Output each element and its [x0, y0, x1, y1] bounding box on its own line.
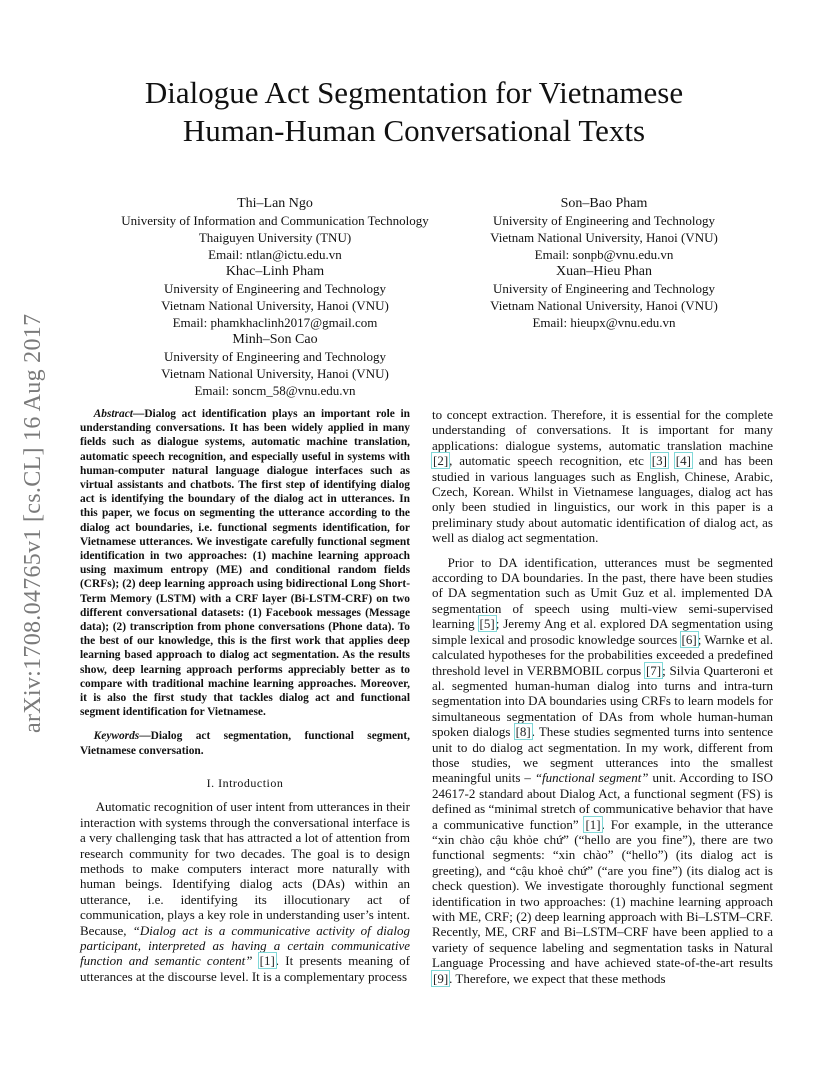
- author-block: [110, 195, 440, 263]
- title-line-2: Human-Human Conversational Texts: [182, 113, 646, 148]
- author-affiliation: University of Engineering and Technology: [493, 213, 715, 228]
- author-affiliation: University of Information and Communication Technology: [121, 213, 429, 228]
- abstract-body: —Dialog act identification plays an important role in understanding conversations. It has been widely applied in many fields such as dialogue systems, automatic machine translation, automatic speech recognition, and especially useful in systems with human-computer natural language dialogue interfaces such as virtual assistants and chatbots. The first step of identifying dialog act is identifying the boundary of the dialog act in utterances. In this paper, we focus on segmenting the utterance according to the dialog act boundaries, i.e. functional segments identification, for Vietnamese utterances. We investigate carefully functional segment identification in two approaches: (1) machine learning approach using maximum entropy (ME) and conditional random fields (CRFs); (2) deep learning approach using bidirectional Long Short-Term Memory (LSTM) with a CRF layer (Bi-LSTM-CRF) on two different conversational datasets: (1) Facebook messages (Message data); (2) transcription from phone conversations (Phone data). To the best of our knowledge, this is the first work that applies deep learning based approach to dialog act segmentation. As the results show, deep learning approach performs appreciably better as to compare with traditional machine learning approaches. Moreover, it is also the first study that tackles dialog act and functional segment identification for Vietnamese.: [80, 408, 410, 719]
- author-affiliation: University of Engineering and Technology: [164, 281, 386, 296]
- arxiv-identifier: arXiv:1708.04765v1 [cs.CL] 16 Aug 2017: [20, 313, 46, 733]
- paragraph-text: ; Jeremy Ang et al. explored DA segmentation using simple lexical and prosodic knowledge sources: [432, 616, 773, 647]
- author-email: Email: phamkhaclinh2017@gmail.com: [172, 315, 378, 330]
- citation-link[interactable]: [4]: [675, 453, 691, 469]
- author-name: Minh–Son Cao: [232, 332, 318, 347]
- paragraph-text: ; Warnke et al. calculated hypotheses for the probabilities exceeded a predefined threshold level in VERBMOBIL corpus: [432, 631, 773, 678]
- keywords: [80, 729, 410, 757]
- author-affiliation: Vietnam National University, Hanoi (VNU): [161, 298, 389, 313]
- citation-link[interactable]: [1]: [259, 953, 275, 969]
- author-affiliation: Thaiguyen University (TNU): [198, 230, 352, 245]
- authors-right-column: [472, 195, 736, 331]
- author-name: Thi–Lan Ngo: [237, 196, 313, 211]
- paragraph-text: unit. According to ISO 24617-2 standard about Dialog Act, a functional segment (FS) is defined as “minimal stretch of communicative behavior that have a communicative function”: [432, 770, 773, 832]
- author-affiliation: Vietnam National University, Hanoi (VNU): [490, 298, 718, 313]
- paragraph-text: . It presents meaning of utterances at the discourse level. It is a complementary process: [80, 953, 410, 984]
- citation-link[interactable]: [1]: [585, 816, 601, 832]
- author-email: Email: ntlan@ictu.edu.vn: [208, 247, 342, 262]
- body-paragraph: [432, 407, 773, 546]
- author-email: Email: hieupx@vnu.edu.vn: [532, 315, 676, 330]
- paper-title: [0, 74, 828, 150]
- author-block: [472, 263, 736, 331]
- title-line-1: Dialogue Act Segmentation for Vietnamese: [144, 75, 684, 110]
- author-name: Khac–Linh Pham: [225, 264, 325, 279]
- author-email: Email: sonpb@vnu.edu.vn: [534, 247, 674, 262]
- citation-link[interactable]: [5]: [479, 616, 495, 632]
- author-affiliation: Vietnam National University, Hanoi (VNU): [490, 230, 718, 245]
- abstract: [80, 407, 410, 719]
- author-affiliation: University of Engineering and Technology: [164, 349, 386, 364]
- author-affiliation: Vietnam National University, Hanoi (VNU): [161, 366, 389, 381]
- body-paragraph: [432, 555, 773, 986]
- left-text-column: [80, 407, 410, 984]
- paragraph-text: , automatic speech recognition, etc: [449, 453, 651, 469]
- paragraph-text: to concept extraction. Therefore, it is essential for the complete understanding of conversations. It is important for many applications: dialogue systems, automatic translation machine: [432, 407, 773, 453]
- citation-link[interactable]: [8]: [515, 724, 531, 740]
- paragraph-text: ; Silvia Quarteroni et al. segmented human-human dialog into turns and intra-turn segmentation into DA boundaries using CRFs to learn models for simultaneous segmentation of DAs from whole human-human spoken dialogs: [432, 662, 774, 740]
- citation-link[interactable]: [6]: [681, 631, 697, 647]
- paragraph-text: Automatic recognition of user intent from utterances in their interaction with systems through the conversational interface is a very challenging task that has attracted a lot of attention from research community for two decades. The goal is to design methods to make computers interact more naturally with human beings. Identifying dialog acts (DAs) within an utterance, i.e. identifying its illocutionary act of communication, plays a key role in understanding user’s intent. Because,: [80, 799, 410, 938]
- author-name: Son–Bao Pham: [560, 196, 648, 211]
- body-paragraph: [80, 799, 410, 984]
- author-block: [110, 263, 440, 331]
- paragraph-text: . These studies segmented turns into sentence unit to do dialog act segmentation. In my work, different from those studies, we segment utterances into the smallest meaningful units –: [432, 724, 773, 786]
- citation-link[interactable]: [9]: [433, 970, 449, 986]
- section-heading-introduction: I. Introduction: [206, 775, 284, 790]
- paragraph-text: . For example, in the utterance “xin chào cậu khỏe chứ” (“hello are you fine”), there are two functional segments: “xin chào” (“hello”) (its dialog act is greeting), and “cậu khoẻ chứ” (“are you fine”) (its dialog act is check question). We investigate thoroughly functional segment identification in two approaches: (1) machine learning approach with ME, CRF; (2) deep learning approach with Bi–LSTM–CRF. Recently, ME, CRF and Bi–LSTM–CRF have been applied to a variety of sequence labeling and segmentation tasks in Natural Language Processing and have achieved state-of-the-art results: [432, 816, 773, 971]
- citation-link[interactable]: [7]: [645, 662, 662, 678]
- author-email: Email: soncm_58@vnu.edu.vn: [194, 383, 356, 398]
- author-block: [472, 195, 736, 263]
- author-block: [110, 331, 440, 399]
- quoted-definition: “Dialog act is a communicative activity of dialog participant, interpreted as having a certain communicative function and semantic content”: [80, 922, 410, 969]
- paragraph-text: . Therefore, we expect that these methods: [449, 970, 666, 986]
- abstract-label: Abstract: [93, 408, 133, 420]
- right-text-column: [432, 407, 773, 986]
- authors-left-column: [110, 195, 440, 399]
- paragraph-text: and has been studied in various languages such as English, Chinese, Arabic, Czech, Korean. Whilst in Vietnamese languages, dialog act has only been studied in linguistics, our work in this paper is a preliminary study about automatic identification of dialog act, as well as dialog act segmentation.: [432, 453, 774, 546]
- author-name: Xuan–Hieu Phan: [555, 264, 653, 279]
- italic-term: “functional segment”: [534, 770, 649, 786]
- paragraph-text: Prior to DA identification, utterances must be segmented according to DA boundaries. In the past, there have been studies of DA segmentation such as Umit Guz et al. implemented DA segmentation of speech using multi-view semi-supervised learning: [432, 554, 773, 632]
- author-affiliation: University of Engineering and Technology: [493, 281, 715, 296]
- citation-link[interactable]: [3]: [651, 453, 667, 469]
- keywords-body: —Dialog act segmentation, functional segment, Vietnamese conversation.: [80, 730, 410, 757]
- citation-link[interactable]: [2]: [433, 453, 449, 469]
- keywords-label: Keywords: [93, 730, 140, 743]
